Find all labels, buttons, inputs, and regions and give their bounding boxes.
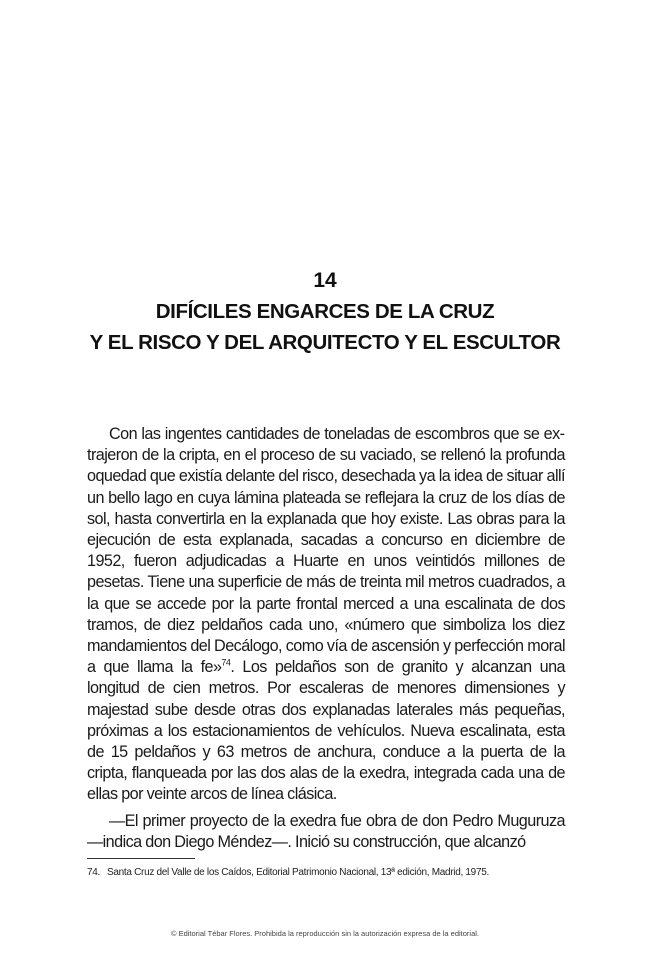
body-text <box>87 424 565 853</box>
copyright-notice: © Editorial Tébar Flores. Prohibida la reproducción sin la autorización expresa de la editorial. <box>170 929 480 938</box>
paragraph-1-text: Con las ingentes cantidades de toneladas de escombros que se extrajeron de la cripta, en el proceso de su vaciado, se rellenó la profunda oquedad que existía delante del risco, desechada ya la idea de situar allí un bello lago en cuya lámina plateada se reflejara la cruz de los días de sol, hasta convertirla en la explanada que hoy existe. Las obras para la ejecución de esta explanada, sacadas a concurso en diciembre de 1952, fueron adjudicadas a Huarte en unos veintidós millones de pesetas. Tiene una superficie de más de treinta mil metros cuadrados, a la que se accede por la parte frontal merced a una escalinata de dos tramos, de diez peldaños cada uno, «número que simboliza los diez mandamientos del Decálogo, como vía de ascensión y perfección moral a que llama la fe» <box>87 425 565 677</box>
footnote-divider <box>87 858 195 859</box>
paragraph-2: —El primer proyecto de la exedra fue obra de don Pedro Muguruza —indica don Diego Méndez—. Inició su construcción, que alcanzó <box>87 811 565 851</box>
chapter-title-line-2: Y EL RISCO Y DEL ARQUITECTO Y EL ESCULTOR <box>89 331 561 354</box>
chapter-header <box>0 268 650 358</box>
footnote-reference[interactable]: 74 <box>221 657 231 668</box>
footnote-text: Santa Cruz del Valle de los Caídos, Editorial Patrimonio Nacional, 13ª edición, Madrid, 1975. <box>107 867 489 878</box>
paragraph-1-continuation: . Los peldaños son de granito y alcanzan una longitud de cien metros. Por escaleras de menores dimensiones y majestad sube desde otras dos explanadas laterales más pequeñas, próximas a los estacionamientos de vehículos. Nueva escalinata, esta de 15 peldaños y 63 metros de anchura, conduce a la puerta de la cripta, flanqueada por las dos alas de la exedra, integrada cada una de ellas por veinte arcos de línea clásica. <box>87 658 565 804</box>
chapter-number: 14 <box>313 269 337 292</box>
chapter-title-line-1: DIFÍCILES ENGARCES DE LA CRUZ <box>155 300 495 323</box>
footnote <box>87 866 565 879</box>
footnote-number: 74. <box>87 867 101 878</box>
paragraph-1 <box>87 424 565 806</box>
